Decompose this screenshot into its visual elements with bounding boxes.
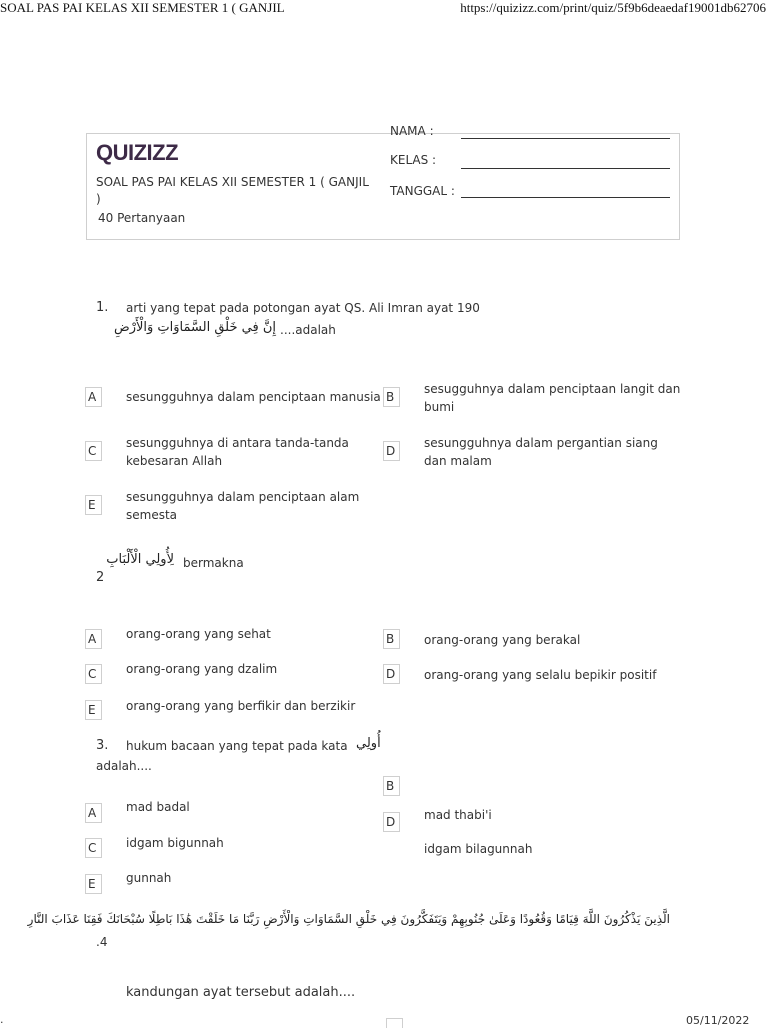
option-c-text: orang-orang yang dzalim bbox=[126, 662, 278, 676]
question-suffix: bermakna bbox=[183, 556, 244, 570]
option-c-box[interactable]: C bbox=[85, 441, 102, 461]
arabic-word: أُولِي bbox=[356, 736, 381, 751]
arabic-verse: لِأُولِي الْأَلْبَابِ bbox=[106, 552, 174, 567]
kelas-label: KELAS : bbox=[390, 153, 437, 167]
next-option-box[interactable] bbox=[386, 1018, 403, 1028]
option-d-text: orang-orang yang selalu bepikir positif bbox=[424, 668, 657, 682]
option-d-box[interactable]: D bbox=[383, 441, 400, 461]
option-a-text: orang-orang yang sehat bbox=[126, 627, 271, 641]
option-c-box[interactable]: C bbox=[85, 838, 102, 858]
question-count: 40 Pertanyaan bbox=[98, 211, 186, 225]
question-text: kandungan ayat tersebut adalah.... bbox=[126, 985, 356, 1000]
quiz-title: SOAL PAS PAI KELAS XII SEMESTER 1 ( GANJIL ) bbox=[96, 175, 369, 206]
option-c-text: sesungguhnya di antara tanda-tanda kebesaran Allah bbox=[126, 436, 349, 468]
option-c-text: idgam bigunnah bbox=[126, 836, 224, 850]
footer-date: 05/11/2022 bbox=[686, 1014, 750, 1027]
option-b-box[interactable]: B bbox=[383, 387, 400, 407]
nama-label: NAMA : bbox=[390, 124, 434, 138]
option-d-text: sesungguhnya dalam pergantian siang dan malam bbox=[424, 436, 658, 468]
tanggal-line bbox=[461, 197, 670, 198]
option-a-text: mad badal bbox=[126, 800, 190, 814]
kelas-line bbox=[461, 168, 670, 169]
question-text: arti yang tepat pada potongan ayat QS. Ali Imran ayat 190 bbox=[126, 301, 480, 315]
option-e-text: sesungguhnya dalam penciptaan alam semesta bbox=[126, 490, 360, 522]
option-c-box[interactable]: C bbox=[85, 664, 102, 684]
question-number: 1. bbox=[96, 300, 109, 315]
nama-line bbox=[461, 138, 670, 139]
option-d-box[interactable]: D bbox=[383, 664, 400, 684]
print-header-url: https://quizizz.com/print/quiz/5f9b6deaedaf19001db62706 bbox=[460, 0, 766, 15]
option-b-text: idgam bilagunnah bbox=[424, 842, 533, 856]
question-suffix: adalah.... bbox=[96, 759, 152, 773]
question-suffix: ....adalah bbox=[280, 323, 336, 337]
footer-mark: · bbox=[0, 1016, 4, 1029]
question-number: 2 bbox=[96, 570, 105, 585]
arabic-verse: الَّذِينَ يَذْكُرُونَ اللَّهَ قِيَامًا وَقُعُودًا وَعَلَىٰ جُنُوبِهِمْ وَيَتَفَكَّرُونَ فِي خَلْقِ السَّمَاوَاتِ وَالْأَرْضِ رَبَّنَا مَا خَلَقْتَ هَٰذَا بَاطِلًا سُبْحَانَكَ فَقِنَا عَذَابَ النَّارِ bbox=[27, 912, 670, 926]
option-a-box[interactable]: A bbox=[85, 803, 102, 823]
print-header-title: SOAL PAS PAI KELAS XII SEMESTER 1 ( GANJIL bbox=[0, 0, 285, 15]
question-number: .4 bbox=[96, 935, 108, 949]
option-d-text: mad thabi'i bbox=[424, 808, 492, 822]
quizizz-logo: QUIZIZZ bbox=[96, 140, 179, 165]
option-e-text: orang-orang yang berfikir dan berzikir bbox=[126, 699, 356, 713]
option-b-box[interactable]: B bbox=[383, 776, 400, 796]
tanggal-label: TANGGAL : bbox=[390, 184, 455, 198]
option-b-text: sesugguhnya dalam penciptaan langit dan bumi bbox=[424, 382, 681, 414]
option-b-box[interactable]: B bbox=[383, 629, 400, 649]
option-b-text: orang-orang yang berakal bbox=[424, 633, 581, 647]
option-e-box[interactable]: E bbox=[85, 495, 102, 515]
option-e-box[interactable]: E bbox=[85, 874, 102, 894]
option-e-box[interactable]: E bbox=[85, 700, 102, 720]
arabic-verse: إِنَّ فِي خَلْقِ السَّمَاوَاتِ وَالْأَرْضِ bbox=[114, 320, 276, 335]
question-number: 3. bbox=[96, 738, 109, 753]
option-a-text: sesungguhnya dalam penciptaan manusia bbox=[126, 390, 381, 404]
option-a-box[interactable]: A bbox=[85, 387, 102, 407]
option-a-box[interactable]: A bbox=[85, 629, 102, 649]
option-d-box[interactable]: D bbox=[383, 812, 400, 832]
question-text: hukum bacaan yang tepat pada kata bbox=[126, 739, 348, 753]
option-e-text: gunnah bbox=[126, 871, 172, 885]
